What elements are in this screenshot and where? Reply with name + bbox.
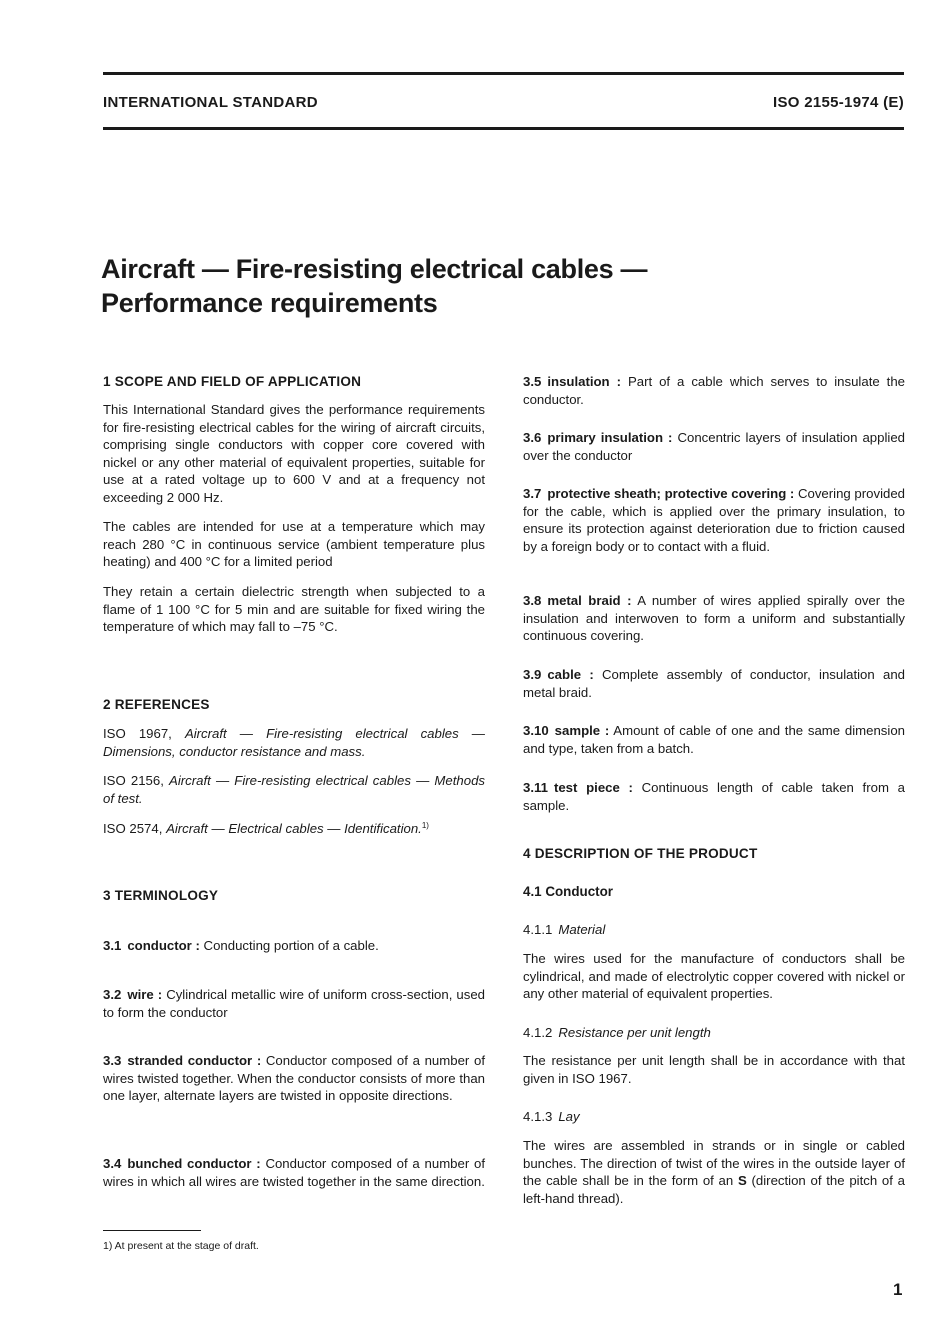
section-4-heading: 4 DESCRIPTION OF THE PRODUCT — [523, 846, 758, 861]
clause-4-1-3-heading — [523, 1108, 905, 1126]
reference-2-code: ISO 2156, — [103, 773, 164, 788]
definition-3-7 — [523, 485, 905, 555]
section-1-para-3: They retain a certain dielectric strength when subjected to a flame of 1 100 °C for 5 min and are suitable for fixed wiring the temperature of which may fall to –75 °C. — [103, 584, 485, 635]
clause-number: 4.1.2 — [523, 1025, 553, 1040]
page-title — [101, 252, 647, 320]
definition-3-10 — [523, 722, 905, 757]
clause-number: 4.1.1 — [523, 922, 553, 937]
definition-text: Conductor composed of a number of wires in which all wires are twisted together in the same direction. — [103, 1156, 485, 1189]
definition-term: wire : — [127, 987, 163, 1002]
definition-term: protective sheath; protective covering : — [547, 486, 795, 501]
subsection-4-1-heading: 4.1 Conductor — [523, 884, 614, 899]
footnote-marker: 1) — [421, 821, 429, 830]
section-2-heading: 2 REFERENCES — [103, 697, 210, 712]
definition-3-6 — [523, 429, 905, 464]
clause-4-1-1-text: The wires used for the manufacture of conductors shall be cylindrical, and made of electrolytic copper covered with nickel or any other material of equivalent properties. — [523, 951, 905, 1002]
clause-number: 4.1.3 — [523, 1109, 553, 1124]
definition-term: conductor : — [127, 938, 200, 953]
clause-text-part: The wires are assembled in strands or in single or cabled bunches. The direction of twist of the wires in the outside layer of the cable shall be in the form of an — [523, 1138, 905, 1189]
definition-3-3 — [103, 1052, 485, 1105]
clause-title: Lay — [558, 1109, 580, 1124]
header-right: ISO 2155-1974 (E) — [772, 94, 904, 111]
definition-3-11 — [523, 779, 905, 814]
definition-term: metal braid : — [547, 593, 632, 608]
definition-3-1 — [103, 937, 485, 955]
reference-3-title: Aircraft — Electrical cables — Identification. — [166, 821, 422, 836]
section-1-para-1: This International Standard gives the performance requirements for fire-resisting electrical cables for the wiring of aircraft circuits, comprising single conductors with copper core covered with nickel or any other material of equivalent properties, suitable for use at a rated voltage up to 600 V and at a frequency not exceeding 2 000 Hz. — [103, 402, 485, 505]
clause-4-1-3-text — [523, 1137, 905, 1207]
definition-term: sample : — [554, 723, 610, 738]
reference-3-code: ISO 2574, — [103, 821, 163, 836]
definition-number: 3.8 — [523, 593, 542, 608]
title-line-1: Aircraft — Fire-resisting electrical cables — — [101, 254, 648, 284]
clause-4-1-2-heading — [523, 1024, 905, 1042]
definition-term: stranded conductor : — [127, 1053, 262, 1068]
definition-text: Conducting portion of a cable. — [203, 938, 379, 953]
clause-text-emphasis: S — [737, 1173, 747, 1189]
reference-2-title: Aircraft — Fire-resisting electrical cables — Methods of test. — [103, 773, 485, 806]
definition-text: Amount of cable of one and the same dimension and type, taken from a batch. — [523, 723, 905, 756]
definition-3-4 — [103, 1155, 485, 1190]
definition-3-9 — [523, 666, 905, 701]
reference-3 — [103, 817, 485, 838]
clause-text-part: (direction of the pitch of a left-hand thread). — [523, 1173, 905, 1206]
definition-term: test piece : — [553, 780, 633, 795]
footnote-rule — [103, 1230, 201, 1231]
definition-number: 3.10 — [523, 723, 549, 738]
definition-3-2 — [103, 986, 485, 1021]
definition-term: insulation : — [547, 374, 621, 389]
definition-number: 3.5 — [523, 374, 542, 389]
clause-4-1-2-text: The resistance per unit length shall be in accordance with that given in ISO 1967. — [523, 1053, 905, 1086]
definition-number: 3.1 — [103, 938, 122, 953]
definition-number: 3.9 — [523, 667, 542, 682]
clause-title: Resistance per unit length — [558, 1025, 711, 1040]
clause-title: Material — [558, 922, 606, 937]
definition-text: Conductor composed of a number of wires twisted together. When the conductor consists of more than one layer, alternate layers are twisted in opposite directions. — [103, 1053, 485, 1104]
section-3-heading: 3 TERMINOLOGY — [103, 888, 219, 903]
definition-term: primary insulation : — [547, 430, 673, 445]
definition-text: Cylindrical metallic wire of uniform cross-section, used to form the conductor — [103, 987, 485, 1020]
definition-text: Covering provided for the cable, which is applied over the primary insulation, to ensure its protection against deterioration due to friction caused by a foreign body or to contact with a fluid. — [523, 486, 906, 554]
definition-text: A number of wires applied spirally over the insulation and interwoven to form a uniform and substantially continuous covering. — [523, 593, 905, 644]
definition-text: Concentric layers of insulation applied over the conductor — [523, 430, 906, 463]
title-line-2: Performance requirements — [101, 288, 438, 318]
definition-term: bunched conductor : — [127, 1156, 261, 1171]
definition-number: 3.4 — [103, 1156, 122, 1171]
definition-text: Part of a cable which serves to insulate the conductor. — [523, 374, 905, 407]
section-1-para-2: The cables are intended for use at a temperature which may reach 280 °C in continuous service (ambient temperature plus heating) and 400 °C for a limited period — [103, 519, 485, 570]
page-number: 1 — [893, 1280, 903, 1299]
definition-number: 3.11 — [523, 780, 548, 795]
reference-1-code: ISO 1967, — [103, 726, 172, 741]
footnote: 1) At present at the stage of draft. — [103, 1240, 259, 1252]
definition-text: Continuous length of cable taken from a sample. — [523, 780, 905, 813]
header-left: INTERNATIONAL STANDARD — [103, 94, 318, 111]
definition-3-5 — [523, 373, 905, 408]
definition-number: 3.7 — [523, 486, 542, 501]
section-1-heading: 1 SCOPE AND FIELD OF APPLICATION — [103, 374, 362, 389]
reference-1 — [103, 725, 485, 760]
definition-text: Complete assembly of conductor, insulation and metal braid. — [523, 667, 905, 700]
reference-1-title: Aircraft — Fire-resisting electrical cables — Dimensions, conductor resistance and mass. — [103, 726, 485, 759]
header-bottom-rule — [103, 127, 904, 130]
definition-3-8 — [523, 592, 905, 645]
definition-number: 3.3 — [103, 1053, 122, 1068]
reference-2 — [103, 772, 485, 807]
clause-4-1-1-heading — [523, 921, 905, 939]
definition-number: 3.2 — [103, 987, 122, 1002]
definition-term: cable : — [547, 667, 594, 682]
header-top-rule — [103, 72, 904, 75]
definition-number: 3.6 — [523, 430, 542, 445]
